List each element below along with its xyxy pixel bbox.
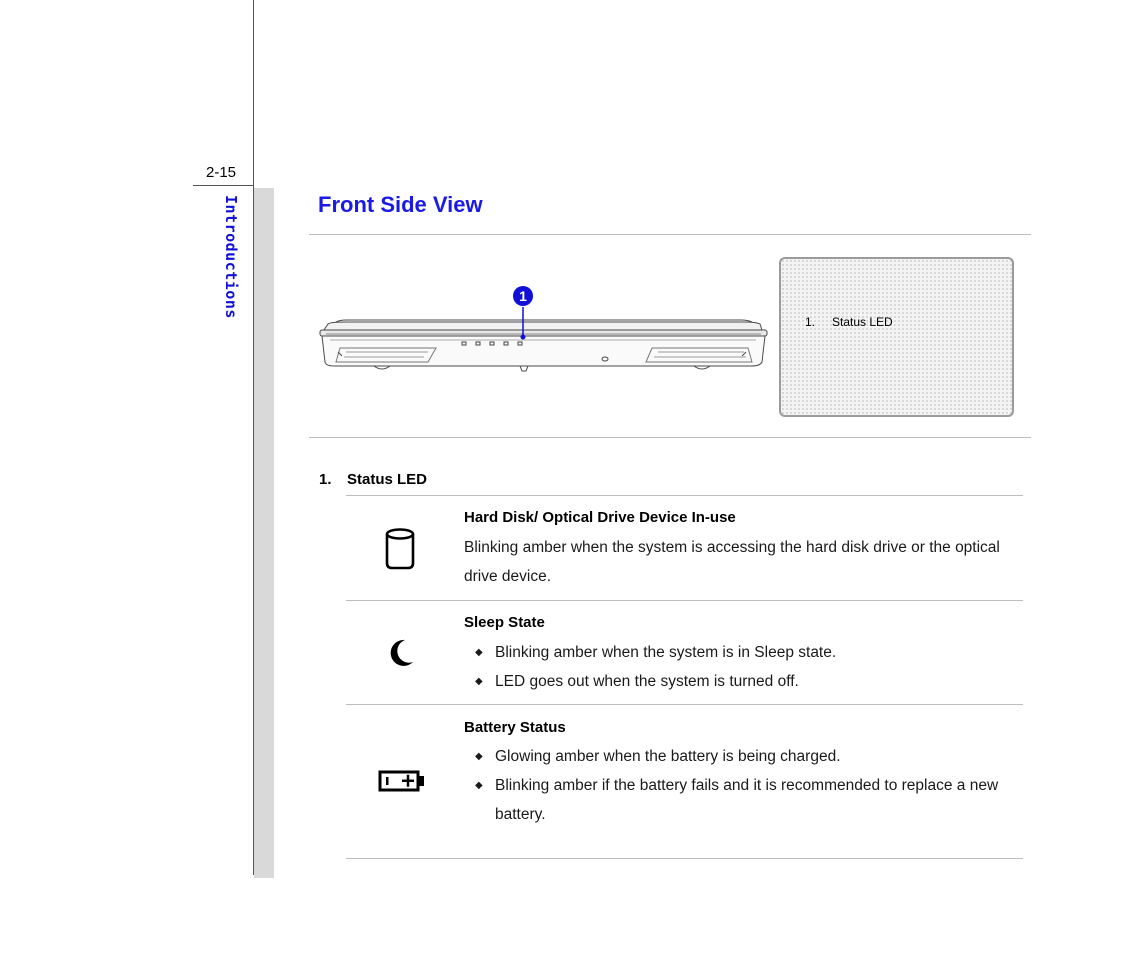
page-number-rule	[193, 185, 253, 186]
hard-disk-icon	[384, 528, 416, 575]
row-title: Battery Status	[464, 719, 566, 736]
item-heading-label: Status LED	[347, 471, 428, 488]
figure-legend	[779, 257, 1014, 417]
bullet-list	[474, 742, 1034, 829]
bullet-list	[474, 638, 1034, 696]
callout-number: 1	[519, 288, 527, 304]
callout-dot	[521, 335, 526, 340]
legend-item-number: 1.	[805, 315, 816, 329]
row-description: Blinking amber when the system is accessing the hard disk drive or the optical drive device.	[464, 539, 1000, 585]
list-item-text: Glowing amber when the battery is being charged.	[495, 748, 841, 765]
divider	[346, 704, 1023, 705]
row-title: Hard Disk/ Optical Drive Device In-use	[464, 509, 736, 526]
item-number: 1.	[319, 471, 332, 488]
battery-icon	[378, 770, 426, 799]
divider	[309, 437, 1031, 438]
divider	[346, 495, 1023, 496]
list-item	[474, 771, 1034, 829]
chapter-label: Introductions	[222, 195, 240, 319]
row-title: Sleep State	[464, 614, 545, 631]
list-item	[474, 667, 1034, 696]
side-band	[254, 188, 274, 878]
divider	[346, 858, 1023, 859]
laptop-front-view-illustration	[316, 282, 771, 374]
list-item	[474, 638, 1034, 667]
divider	[309, 234, 1031, 235]
list-item-text: LED goes out when the system is turned off.	[495, 673, 799, 690]
moon-icon	[386, 638, 416, 673]
bullet-icon: ◆	[475, 676, 483, 687]
legend-item-label: Status LED	[832, 315, 893, 329]
bullet-icon: ◆	[475, 780, 483, 791]
bullet-icon: ◆	[475, 751, 483, 762]
item-heading	[319, 471, 427, 488]
legend-item	[805, 315, 893, 329]
section-title: Front Side View	[318, 192, 483, 217]
page-number: 2-15	[206, 164, 237, 181]
bullet-icon: ◆	[475, 647, 483, 658]
divider	[346, 600, 1023, 601]
list-item	[474, 742, 1034, 771]
list-item-text: Blinking amber when the system is in Sleep state.	[495, 644, 837, 661]
list-item-text: Blinking amber if the battery fails and it is recommended to replace a new battery.	[495, 777, 999, 823]
